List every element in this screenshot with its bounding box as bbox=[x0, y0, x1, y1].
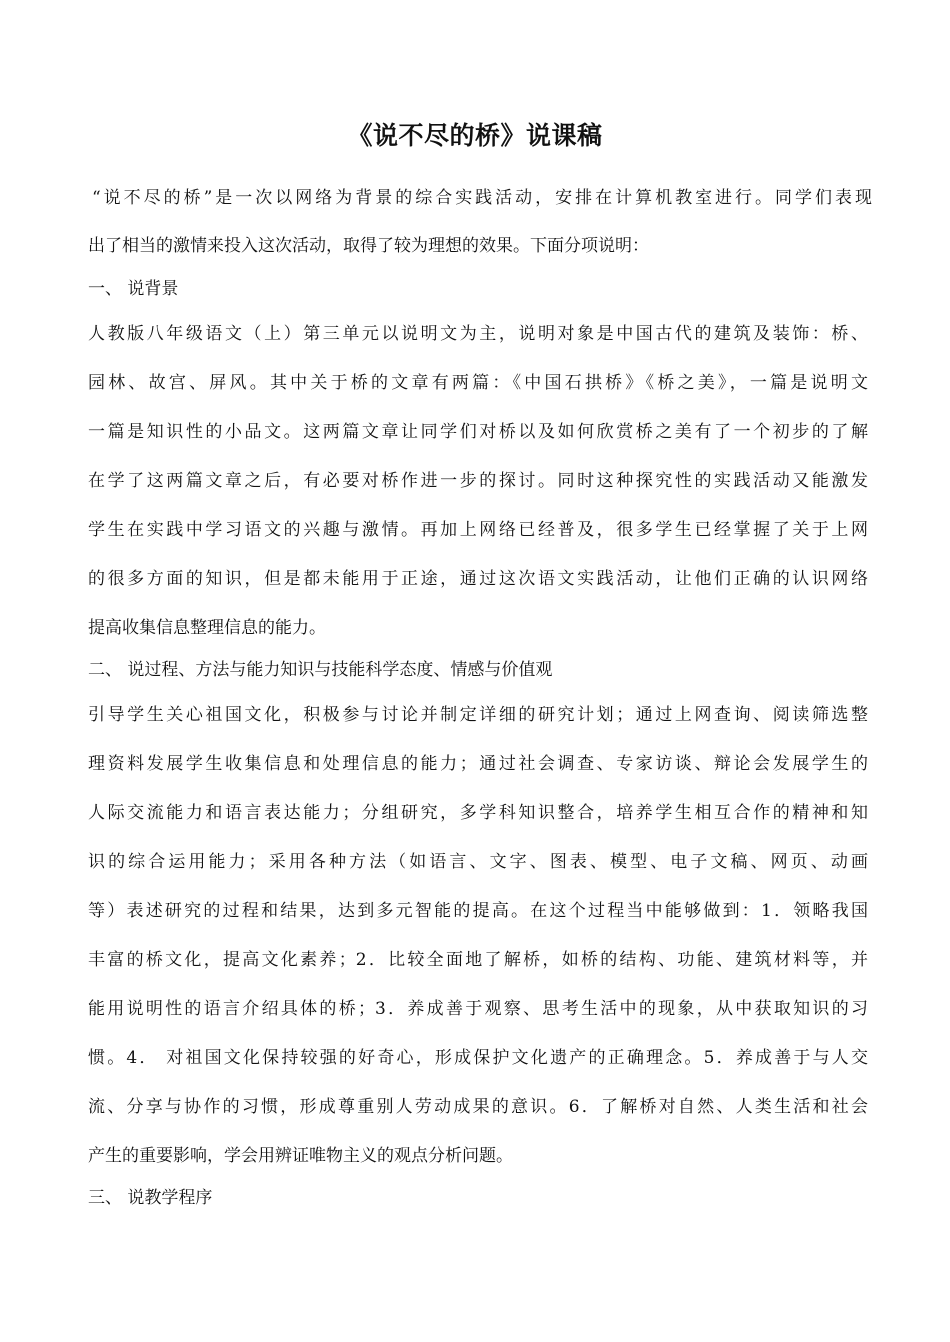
paragraph-line: 识的综合运用能力；采用各种方法（如语言、文字、图表、模型、电子文稿、网页、动画 bbox=[88, 852, 868, 872]
paragraph-line: 的很多方面的知识，但是都未能用于正途，通过这次语文实践活动，让他们正确的认识网络 bbox=[88, 569, 868, 589]
paragraph-line: 等）表述研究的过程和结果，达到多元智能的提高。在这个过程当中能够做到：1．领略我国 bbox=[88, 901, 868, 921]
paragraph-line: 人际交流能力和语言表达能力；分组研究，多学科知识整合，培养学生相互合作的精神和知 bbox=[88, 803, 868, 823]
document-title: 《说不尽的桥》说课稿 bbox=[347, 121, 603, 150]
paragraph-line: 惯。4． 对祖国文化保持较强的好奇心，形成保护文化遗产的正确理念。5．养成善于与人交 bbox=[88, 1048, 868, 1068]
paragraph-line: 引导学生关心祖国文化，积极参与讨论并制定详细的研究计划；通过上网查询、阅读筛选整 bbox=[88, 705, 868, 725]
paragraph-line: 流、分享与协作的习惯，形成尊重别人劳动成果的意识。6．了解桥对自然、人类生活和社会 bbox=[88, 1097, 868, 1117]
section-heading: 三、 说教学程序 bbox=[88, 1188, 213, 1208]
paragraph-line: 在学了这两篇文章之后，有必要对桥作进一步的探讨。同时这种探究性的实践活动又能激发 bbox=[88, 471, 868, 491]
paragraph-line: 丰富的桥文化，提高文化素养；2．比较全面地了解桥，如桥的结构、功能、建筑材料等，并 bbox=[88, 950, 868, 970]
paragraph-line: 理资料发展学生收集信息和处理信息的能力；通过社会调查、专家访谈、辩论会发展学生的 bbox=[88, 754, 868, 774]
paragraph-line: 一篇是知识性的小品文。这两篇文章让同学们对桥以及如何欣赏桥之美有了一个初步的了解 bbox=[88, 422, 868, 442]
paragraph-line: “说不尽的桥”是一次以网络为背景的综合实践活动，安排在计算机教室进行。同学们表现 bbox=[92, 188, 872, 208]
section-heading: 二、 说过程、方法与能力知识与技能科学态度、情感与价值观 bbox=[88, 660, 553, 680]
section-heading: 一、 说背景 bbox=[88, 279, 179, 299]
paragraph-line: 学生在实践中学习语文的兴趣与激情。再加上网络已经普及，很多学生已经掌握了关于上网 bbox=[88, 520, 868, 540]
paragraph-line: 能用说明性的语言介绍具体的桥；3．养成善于观察、思考生活中的现象，从中获取知识的习 bbox=[88, 999, 868, 1019]
paragraph-line: 产生的重要影响，学会用辨证唯物主义的观点分析问题。 bbox=[88, 1146, 513, 1166]
paragraph-line: 园林、故宫、屏风。其中关于桥的文章有两篇：《中国石拱桥》《桥之美》，一篇是说明文 bbox=[88, 373, 868, 393]
paragraph-line: 出了相当的激情来投入这次活动，取得了较为理想的效果。下面分项说明： bbox=[88, 236, 649, 256]
paragraph-line: 提高收集信息整理信息的能力。 bbox=[88, 618, 326, 638]
paragraph-line: 人教版八年级语文（上）第三单元以说明文为主，说明对象是中国古代的建筑及装饰：桥、 bbox=[88, 324, 868, 344]
